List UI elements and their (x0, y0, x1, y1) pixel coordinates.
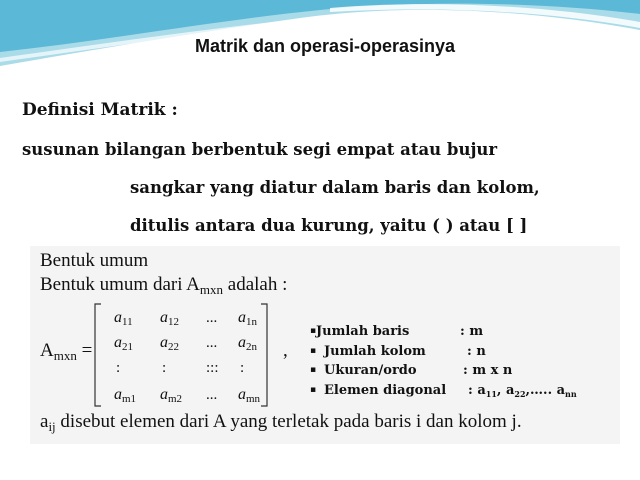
property-label: Jumlah baris (316, 324, 410, 339)
matrix-element: a22 (160, 334, 179, 353)
bullet-marker: ▪ (310, 384, 317, 395)
matrix-element: a12 (160, 309, 179, 328)
general-matrix (92, 302, 272, 408)
matrix-element: ... (206, 387, 218, 403)
general-form-prefix: Bentuk umum dari A (40, 274, 200, 295)
matrix-left-bracket (95, 304, 101, 406)
element-sub: ij (48, 419, 56, 434)
matrix-element: a2n (238, 334, 257, 353)
matrix-lhs (40, 340, 92, 364)
bullet-marker: ▪ (310, 326, 317, 336)
matrix-element: : (240, 360, 245, 376)
general-form-suffix: adalah : (223, 274, 288, 295)
matrix-element: : (116, 360, 121, 376)
matrix-element: ::: (206, 360, 219, 376)
general-form-heading: Bentuk umum (40, 250, 149, 271)
element-definition (40, 411, 522, 435)
property-value: : n (467, 343, 486, 359)
lhs-symbol: A (40, 340, 54, 361)
definition-line-3: ditulis antara dua kurung, yaitu ( ) atau [ ] (130, 216, 528, 235)
matrix-element: a21 (114, 334, 133, 353)
property-label: Jumlah kolom (324, 343, 426, 359)
lhs-sub: mxn (53, 348, 77, 363)
matrix-comma: , (283, 340, 288, 361)
property-value: : $a_{11}$, $a_{22},\dots$.. $a_{nn}$ (468, 382, 577, 399)
matrix-element: : (162, 360, 167, 376)
definition-line-2: sangkar yang diatur dalam baris dan kolom, (130, 178, 540, 197)
slide-title: Matrik dan operasi-operasinya (194, 36, 456, 56)
element-symbol: a (40, 411, 49, 432)
matrix-right-bracket (261, 304, 267, 406)
definition-line-1: susunan bilangan berbentuk segi empat atau bujur (22, 140, 498, 159)
matrix-element: am1 (114, 386, 137, 405)
general-form-sub: mxn (199, 282, 224, 297)
property-label: Ukuran/ordo (324, 363, 417, 378)
property-value: : m (460, 324, 484, 339)
matrix-element: ... (206, 310, 218, 326)
lhs-equals: = (76, 340, 93, 361)
matrix-cells (114, 309, 261, 405)
matrix-element: am2 (160, 386, 183, 405)
matrix-element: ... (206, 335, 218, 351)
property-label: Elemen diagonal (324, 382, 447, 398)
bullet-marker: ▪ (310, 365, 317, 375)
matrix-element: amn (238, 386, 261, 405)
general-form-statement (40, 274, 287, 298)
property-value: : m x n (463, 363, 513, 378)
matrix-element: a1n (238, 309, 257, 328)
element-definition-text: disebut elemen dari A yang terletak pada baris i dan kolom j. (55, 411, 522, 432)
definition-heading: Definisi Matrik : (22, 100, 178, 120)
bullet-marker: ▪ (310, 345, 317, 356)
matrix-element: a11 (114, 309, 133, 328)
